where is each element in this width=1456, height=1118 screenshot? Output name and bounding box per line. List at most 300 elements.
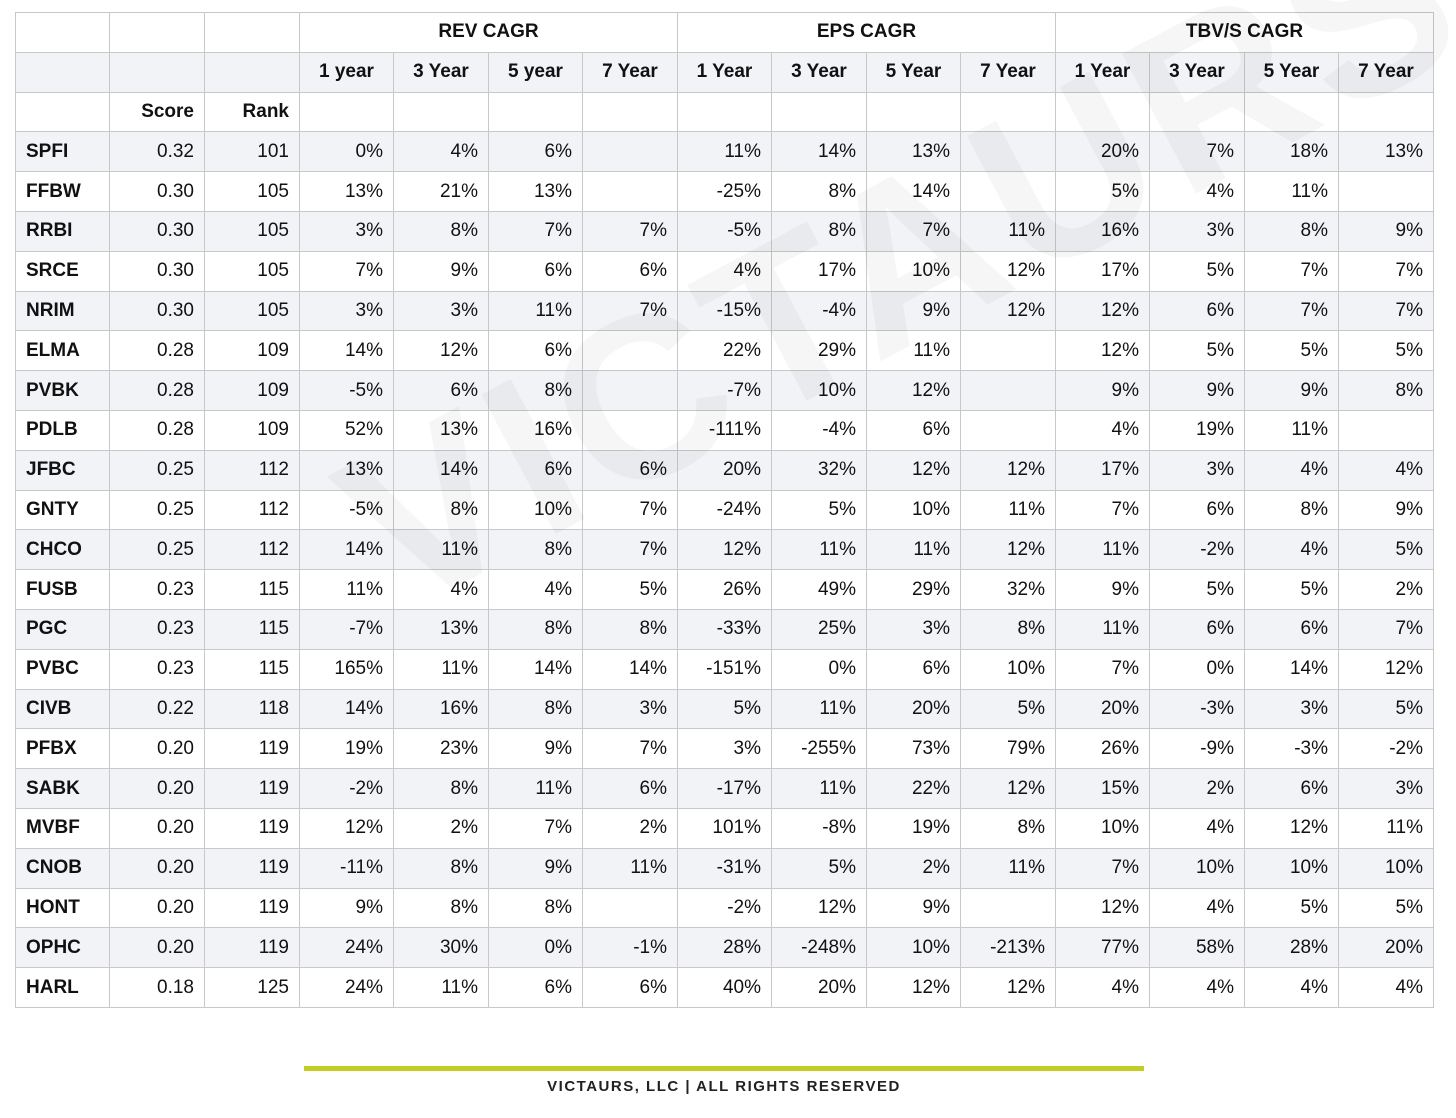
rank-cell: 115	[205, 649, 300, 689]
cagr-value-cell: -3%	[1245, 729, 1339, 769]
period-header: 3 Year	[772, 52, 867, 92]
cagr-value-cell: 10%	[1056, 808, 1150, 848]
rank-cell: 112	[205, 530, 300, 570]
rank-cell: 105	[205, 251, 300, 291]
cagr-value-cell: 5%	[1245, 331, 1339, 371]
score-cell: 0.30	[110, 211, 205, 251]
rank-cell: 109	[205, 331, 300, 371]
cagr-value-cell: 6%	[489, 450, 583, 490]
cagr-value-cell	[1339, 410, 1434, 450]
cagr-value-cell: 9%	[1056, 371, 1150, 411]
cagr-value-cell: 17%	[1056, 450, 1150, 490]
cagr-value-cell: 4%	[1056, 410, 1150, 450]
cagr-value-cell: 12%	[867, 371, 961, 411]
cagr-value-cell: -4%	[772, 410, 867, 450]
cagr-value-cell: 5%	[1245, 888, 1339, 928]
rank-cell: 105	[205, 172, 300, 212]
cagr-value-cell: 3%	[867, 609, 961, 649]
cagr-value-cell: 4%	[678, 251, 772, 291]
ticker-cell: RRBI	[16, 211, 110, 251]
cagr-value-cell: 12%	[1056, 291, 1150, 331]
cagr-value-cell: 20%	[678, 450, 772, 490]
cagr-value-cell: 12%	[1245, 808, 1339, 848]
cagr-value-cell: 16%	[394, 689, 489, 729]
cagr-value-cell: 4%	[1150, 172, 1245, 212]
cagr-value-cell: 0%	[1150, 649, 1245, 689]
rank-cell: 105	[205, 291, 300, 331]
cagr-value-cell: 5%	[1339, 530, 1434, 570]
cagr-value-cell: 6%	[1150, 490, 1245, 530]
cagr-value-cell: 19%	[867, 808, 961, 848]
cagr-value-cell: 25%	[772, 609, 867, 649]
cagr-value-cell: 4%	[1056, 968, 1150, 1008]
cagr-value-cell: -2%	[678, 888, 772, 928]
cagr-value-cell: 11%	[961, 211, 1056, 251]
cagr-value-cell: 9%	[300, 888, 394, 928]
cagr-value-cell: 4%	[1245, 968, 1339, 1008]
score-cell: 0.28	[110, 371, 205, 411]
cagr-value-cell: 32%	[772, 450, 867, 490]
cagr-value-cell: -151%	[678, 649, 772, 689]
period-header: 7 Year	[961, 52, 1056, 92]
footer-copyright: VICTAURS, LLC | ALL RIGHTS RESERVED	[547, 1078, 901, 1095]
cagr-value-cell: 11%	[961, 848, 1056, 888]
cagr-value-cell: 5%	[1150, 570, 1245, 610]
ticker-cell: OPHC	[16, 928, 110, 968]
ticker-cell: CNOB	[16, 848, 110, 888]
cagr-value-cell: 10%	[489, 490, 583, 530]
cagr-value-cell: 5%	[583, 570, 678, 610]
cagr-table	[15, 12, 1434, 1008]
cagr-value-cell	[961, 132, 1056, 172]
score-cell: 0.30	[110, 251, 205, 291]
cagr-value-cell: 29%	[772, 331, 867, 371]
cagr-value-cell: 16%	[1056, 211, 1150, 251]
cagr-value-cell: -5%	[678, 211, 772, 251]
cagr-value-cell: 12%	[1056, 888, 1150, 928]
cagr-value-cell	[961, 331, 1056, 371]
cagr-value-cell: 5%	[1056, 172, 1150, 212]
table-row	[16, 689, 1434, 729]
cagr-value-cell: 165%	[300, 649, 394, 689]
cagr-value-cell: 8%	[394, 888, 489, 928]
cagr-value-cell: 12%	[678, 530, 772, 570]
cagr-value-cell: 6%	[1245, 769, 1339, 809]
rank-cell: 115	[205, 570, 300, 610]
cagr-value-cell: 22%	[867, 769, 961, 809]
cagr-value-cell: 5%	[1339, 689, 1434, 729]
cagr-value-cell: 11%	[1245, 172, 1339, 212]
cagr-value-cell: 6%	[1150, 291, 1245, 331]
cagr-value-cell: 3%	[300, 211, 394, 251]
cagr-value-cell: -7%	[300, 609, 394, 649]
cagr-value-cell: 6%	[583, 251, 678, 291]
cagr-value-cell: 4%	[1150, 968, 1245, 1008]
cagr-value-cell: 14%	[300, 331, 394, 371]
cagr-value-cell: 8%	[394, 211, 489, 251]
score-cell: 0.20	[110, 729, 205, 769]
rank-cell: 119	[205, 888, 300, 928]
cagr-value-cell	[961, 371, 1056, 411]
cagr-value-cell: 6%	[583, 968, 678, 1008]
cagr-value-cell: 15%	[1056, 769, 1150, 809]
cagr-value-cell: 13%	[867, 132, 961, 172]
period-header: 7 Year	[1339, 52, 1434, 92]
cagr-value-cell: 3%	[1150, 450, 1245, 490]
cagr-value-cell: -7%	[678, 371, 772, 411]
cagr-value-cell: 6%	[867, 410, 961, 450]
cagr-value-cell: 11%	[772, 530, 867, 570]
cagr-value-cell: 4%	[394, 570, 489, 610]
cagr-value-cell: -2%	[300, 769, 394, 809]
cagr-value-cell: 29%	[867, 570, 961, 610]
cagr-value-cell: 9%	[1245, 371, 1339, 411]
cagr-value-cell: 30%	[394, 928, 489, 968]
cagr-value-cell: 6%	[583, 769, 678, 809]
table-row	[16, 132, 1434, 172]
cagr-value-cell	[583, 172, 678, 212]
cagr-value-cell: 6%	[394, 371, 489, 411]
score-cell: 0.23	[110, 570, 205, 610]
ticker-cell: FUSB	[16, 570, 110, 610]
cagr-value-cell: 3%	[583, 689, 678, 729]
cagr-value-cell: 11%	[1056, 609, 1150, 649]
period-header-row	[16, 52, 1434, 92]
cagr-value-cell: 8%	[489, 609, 583, 649]
cagr-value-cell: 0%	[300, 132, 394, 172]
cagr-value-cell: 11%	[772, 769, 867, 809]
cagr-value-cell: 7%	[1245, 291, 1339, 331]
table-row	[16, 928, 1434, 968]
cagr-value-cell: 6%	[489, 331, 583, 371]
cagr-value-cell: 10%	[867, 928, 961, 968]
ticker-cell: JFBC	[16, 450, 110, 490]
cagr-value-cell: 28%	[1245, 928, 1339, 968]
cagr-value-cell: 7%	[583, 211, 678, 251]
cagr-value-cell: 40%	[678, 968, 772, 1008]
cagr-value-cell: 2%	[394, 808, 489, 848]
cagr-value-cell: 7%	[1056, 848, 1150, 888]
ticker-cell: ELMA	[16, 331, 110, 371]
cagr-value-cell: 9%	[1056, 570, 1150, 610]
cagr-value-cell: 3%	[1245, 689, 1339, 729]
cagr-value-cell: 11%	[772, 689, 867, 729]
cagr-value-cell: -11%	[300, 848, 394, 888]
cagr-value-cell: -1%	[583, 928, 678, 968]
cagr-value-cell: 12%	[867, 968, 961, 1008]
cagr-value-cell: 28%	[678, 928, 772, 968]
cagr-value-cell: 12%	[394, 331, 489, 371]
cagr-value-cell: -31%	[678, 848, 772, 888]
cagr-value-cell	[583, 888, 678, 928]
table-row	[16, 769, 1434, 809]
cagr-value-cell: 5%	[1339, 888, 1434, 928]
ticker-cell: PDLB	[16, 410, 110, 450]
cagr-value-cell	[961, 172, 1056, 212]
cagr-value-cell: 5%	[1150, 331, 1245, 371]
cagr-value-cell: 5%	[1245, 570, 1339, 610]
cagr-value-cell: 3%	[1339, 769, 1434, 809]
table-row	[16, 410, 1434, 450]
ticker-cell: PGC	[16, 609, 110, 649]
rank-cell: 115	[205, 609, 300, 649]
table-row	[16, 211, 1434, 251]
group-header-rev: REV CAGR	[300, 13, 678, 53]
cagr-value-cell: 79%	[961, 729, 1056, 769]
period-header: 1 year	[300, 52, 394, 92]
cagr-value-cell: 2%	[1339, 570, 1434, 610]
rank-header: Rank	[205, 92, 300, 132]
table-row	[16, 172, 1434, 212]
cagr-value-cell	[583, 132, 678, 172]
cagr-value-cell: 22%	[678, 331, 772, 371]
cagr-value-cell: 14%	[772, 132, 867, 172]
cagr-value-cell: 3%	[300, 291, 394, 331]
table-row	[16, 888, 1434, 928]
cagr-value-cell: 11%	[489, 291, 583, 331]
cagr-value-cell: 10%	[867, 490, 961, 530]
cagr-value-cell: 5%	[772, 490, 867, 530]
cagr-value-cell: 6%	[1245, 609, 1339, 649]
cagr-value-cell: 8%	[1339, 371, 1434, 411]
cagr-value-cell: 6%	[867, 649, 961, 689]
score-cell: 0.22	[110, 689, 205, 729]
cagr-value-cell: -111%	[678, 410, 772, 450]
cagr-value-cell: 7%	[300, 251, 394, 291]
cagr-value-cell: 0%	[772, 649, 867, 689]
table-row	[16, 251, 1434, 291]
ticker-cell: CIVB	[16, 689, 110, 729]
cagr-value-cell: 9%	[1339, 211, 1434, 251]
cagr-value-cell: 12%	[867, 450, 961, 490]
cagr-value-cell: 20%	[1056, 689, 1150, 729]
period-header: 3 Year	[394, 52, 489, 92]
cagr-value-cell: 8%	[489, 888, 583, 928]
cagr-value-cell: 11%	[961, 490, 1056, 530]
cagr-value-cell: 14%	[394, 450, 489, 490]
cagr-value-cell: 8%	[489, 689, 583, 729]
rank-cell: 118	[205, 689, 300, 729]
cagr-value-cell: 19%	[300, 729, 394, 769]
cagr-value-cell: 14%	[300, 689, 394, 729]
score-cell: 0.20	[110, 928, 205, 968]
cagr-value-cell: -5%	[300, 490, 394, 530]
score-cell: 0.20	[110, 888, 205, 928]
ticker-cell: SRCE	[16, 251, 110, 291]
score-cell: 0.20	[110, 848, 205, 888]
ticker-cell: PVBC	[16, 649, 110, 689]
score-cell: 0.23	[110, 649, 205, 689]
cagr-value-cell: 7%	[1245, 251, 1339, 291]
cagr-value-cell: -3%	[1150, 689, 1245, 729]
cagr-value-cell: 11%	[394, 968, 489, 1008]
cagr-value-cell: -5%	[300, 371, 394, 411]
cagr-value-cell: -24%	[678, 490, 772, 530]
ticker-cell: PVBK	[16, 371, 110, 411]
cagr-value-cell: 8%	[1245, 211, 1339, 251]
rank-cell: 119	[205, 769, 300, 809]
table-body	[16, 132, 1434, 1008]
cagr-value-cell: 9%	[489, 848, 583, 888]
cagr-value-cell: 4%	[1150, 808, 1245, 848]
cagr-value-cell: 2%	[583, 808, 678, 848]
cagr-value-cell: 8%	[394, 490, 489, 530]
footer-accent-line	[304, 1066, 1144, 1071]
cagr-value-cell: 4%	[1245, 450, 1339, 490]
score-cell: 0.20	[110, 769, 205, 809]
cagr-value-cell: 2%	[1150, 769, 1245, 809]
cagr-value-cell: 7%	[1339, 609, 1434, 649]
cagr-value-cell: 7%	[867, 211, 961, 251]
cagr-value-cell: 8%	[772, 172, 867, 212]
cagr-value-cell: 12%	[1339, 649, 1434, 689]
cagr-value-cell: 4%	[489, 570, 583, 610]
cagr-value-cell: 12%	[772, 888, 867, 928]
cagr-value-cell: 3%	[394, 291, 489, 331]
cagr-value-cell: 16%	[489, 410, 583, 450]
score-cell: 0.25	[110, 490, 205, 530]
table-row	[16, 530, 1434, 570]
table-row	[16, 649, 1434, 689]
cagr-value-cell: 11%	[394, 530, 489, 570]
cagr-value-cell: 3%	[678, 729, 772, 769]
rank-cell: 112	[205, 450, 300, 490]
cagr-value-cell	[583, 410, 678, 450]
cagr-value-cell: 7%	[1339, 251, 1434, 291]
rank-cell: 105	[205, 211, 300, 251]
cagr-value-cell: 8%	[394, 848, 489, 888]
label-header-row	[16, 92, 1434, 132]
cagr-value-cell: 8%	[394, 769, 489, 809]
period-header: 7 Year	[583, 52, 678, 92]
cagr-value-cell: 6%	[583, 450, 678, 490]
cagr-value-cell: 8%	[583, 609, 678, 649]
cagr-value-cell: 11%	[1245, 410, 1339, 450]
table-row	[16, 490, 1434, 530]
cagr-value-cell: 73%	[867, 729, 961, 769]
cagr-value-cell: 13%	[394, 410, 489, 450]
score-cell: 0.30	[110, 291, 205, 331]
cagr-value-cell	[583, 371, 678, 411]
ticker-cell: HONT	[16, 888, 110, 928]
period-header: 1 Year	[1056, 52, 1150, 92]
cagr-value-cell: -2%	[1339, 729, 1434, 769]
cagr-value-cell: 9%	[489, 729, 583, 769]
cagr-value-cell: 14%	[583, 649, 678, 689]
table-row	[16, 570, 1434, 610]
cagr-value-cell: 13%	[300, 172, 394, 212]
cagr-value-cell: 11%	[867, 530, 961, 570]
group-header-row	[16, 13, 1434, 53]
cagr-value-cell: 11%	[394, 649, 489, 689]
cagr-value-cell: 12%	[961, 291, 1056, 331]
cagr-value-cell: 20%	[867, 689, 961, 729]
period-header: 5 year	[489, 52, 583, 92]
cagr-value-cell: 11%	[583, 848, 678, 888]
score-cell: 0.28	[110, 331, 205, 371]
period-header: 5 Year	[1245, 52, 1339, 92]
cagr-value-cell: 12%	[300, 808, 394, 848]
cagr-value-cell: 20%	[772, 968, 867, 1008]
table-row	[16, 331, 1434, 371]
cagr-value-cell: -33%	[678, 609, 772, 649]
cagr-value-cell: 8%	[489, 371, 583, 411]
ticker-cell: NRIM	[16, 291, 110, 331]
period-header: 1 Year	[678, 52, 772, 92]
cagr-value-cell: 13%	[394, 609, 489, 649]
rank-cell: 125	[205, 968, 300, 1008]
cagr-value-cell: -25%	[678, 172, 772, 212]
cagr-value-cell: 5%	[772, 848, 867, 888]
table-row	[16, 968, 1434, 1008]
cagr-value-cell: 32%	[961, 570, 1056, 610]
cagr-value-cell: -9%	[1150, 729, 1245, 769]
cagr-value-cell: 23%	[394, 729, 489, 769]
cagr-value-cell: 14%	[1245, 649, 1339, 689]
cagr-value-cell: 12%	[961, 450, 1056, 490]
table-row	[16, 371, 1434, 411]
score-cell: 0.32	[110, 132, 205, 172]
cagr-value-cell: 8%	[772, 211, 867, 251]
group-header-tbvs: TBV/S CAGR	[1056, 13, 1434, 53]
cagr-value-cell: 7%	[583, 729, 678, 769]
cagr-value-cell: 7%	[1150, 132, 1245, 172]
cagr-value-cell: 8%	[489, 530, 583, 570]
cagr-value-cell: 26%	[1056, 729, 1150, 769]
period-header: 5 Year	[867, 52, 961, 92]
rank-cell: 119	[205, 729, 300, 769]
cagr-value-cell: 13%	[489, 172, 583, 212]
cagr-value-cell: 9%	[1150, 371, 1245, 411]
score-cell: 0.20	[110, 808, 205, 848]
cagr-value-cell: 10%	[961, 649, 1056, 689]
cagr-value-cell: -8%	[772, 808, 867, 848]
cagr-value-cell: 12%	[1056, 331, 1150, 371]
cagr-value-cell: 9%	[1339, 490, 1434, 530]
cagr-value-cell	[961, 888, 1056, 928]
cagr-value-cell: -248%	[772, 928, 867, 968]
cagr-value-cell: 12%	[961, 769, 1056, 809]
cagr-value-cell: 4%	[1245, 530, 1339, 570]
cagr-value-cell: 13%	[300, 450, 394, 490]
cagr-value-cell: 20%	[1339, 928, 1434, 968]
cagr-value-cell	[1339, 172, 1434, 212]
cagr-value-cell: 12%	[961, 251, 1056, 291]
cagr-value-cell: 52%	[300, 410, 394, 450]
cagr-value-cell	[961, 410, 1056, 450]
cagr-value-cell: 4%	[1339, 968, 1434, 1008]
cagr-value-cell: 24%	[300, 928, 394, 968]
table-row	[16, 291, 1434, 331]
cagr-value-cell: 10%	[867, 251, 961, 291]
cagr-value-cell: 6%	[1150, 609, 1245, 649]
cagr-value-cell: 77%	[1056, 928, 1150, 968]
group-header-eps: EPS CAGR	[678, 13, 1056, 53]
cagr-value-cell: 14%	[300, 530, 394, 570]
ticker-cell: GNTY	[16, 490, 110, 530]
cagr-value-cell: 13%	[1339, 132, 1434, 172]
cagr-value-cell: 4%	[1150, 888, 1245, 928]
cagr-value-cell: -15%	[678, 291, 772, 331]
rank-cell: 109	[205, 371, 300, 411]
cagr-value-cell: -17%	[678, 769, 772, 809]
cagr-value-cell: 10%	[1150, 848, 1245, 888]
ticker-cell: MVBF	[16, 808, 110, 848]
ticker-cell: SABK	[16, 769, 110, 809]
cagr-value-cell: 7%	[1339, 291, 1434, 331]
cagr-value-cell: 20%	[1056, 132, 1150, 172]
rank-cell: 109	[205, 410, 300, 450]
